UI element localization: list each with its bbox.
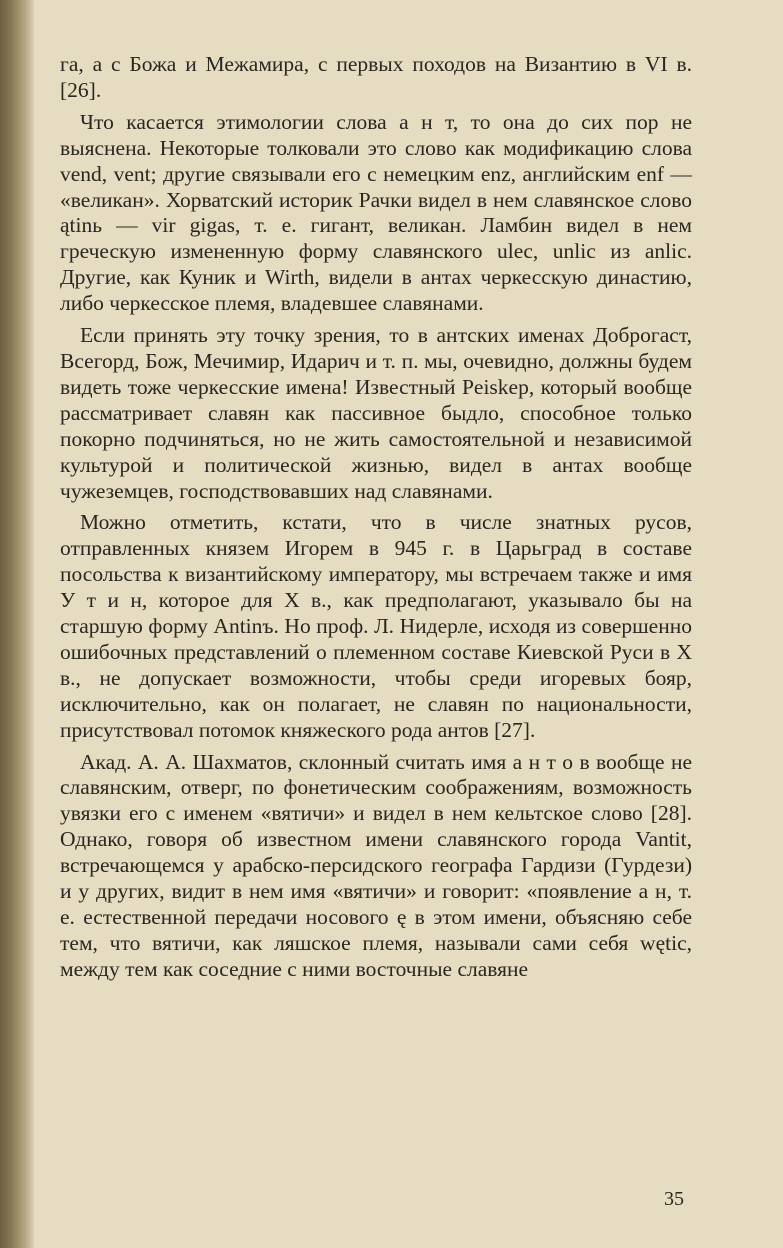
paragraph-5: Акад. А. А. Шахматов, склонный считать имя а н т о в вообще не славянским, отверг, по фонетическим соображениям, возможность увязки его с именем «вятичи» и видел в нем кельтское слово [28]. Однако, говоря об известном имени славянского города Vantit, встречающемся у арабско-персидского географа Гардизи (Гурдези) и у других, видит в нем имя «вятичи» и говорит: «появление а н, т. е. естественной передачи носового ę в этом имени, объясняю себе тем, что вятичи, как ляшское племя, называли сами себя wętic, между тем как соседние с ними восточные славяне [60,749,692,981]
paragraph-4: Можно отметить, кстати, что в числе знатных русов, отправленных князем Игорем в 945 г. в Царьград в составе посольства к византийскому императору, мы встречаем также и имя У т и н, которое для X в., как предполагают, указывало бы на старшую форму Antinъ. Но проф. Л. Нидерле, исходя из совершенно ошибочных представлений о племенном составе Киевской Руси в X в., не допускает возможности, чтобы среди игоревых бояр, исключительно, как он полагает, не славян по национальности, присутствовал потомок княжеского рода антов [27]. [60,510,692,742]
page-number: 35 [664,1188,684,1210]
book-spine-shadow [0,0,34,1248]
paragraph-3: Если принять эту точку зрения, то в антских именах Доброгаст, Всегорд, Бож, Мечимир, Идарич и т. п. мы, очевидно, должны будем видеть тоже черкесские имена! Известный Peiskep, который вообще рассматривает славян как пассивное быдло, способное только покорно подчиняться, но не жить самостоятельной и независимой культурой и политической жизнью, видел в антах вообще чужеземцев, господствовавших над славянами. [60,323,692,503]
document-page [60,52,692,983]
paragraph-1: га, а с Божа и Межамира, с первых походов на Византию в VI в. [26]. [60,52,692,102]
paragraph-2: Что касается этимологии слова а н т, то она до сих пор не выяснена. Некоторые толковали это слово как модификацию слова vend, vent; другие связывали его с немецким enz, английским enf — «великан». Хорватский историк Рачки видел в нем славянское слово ątinь — vir gigas, т. е. гигант, великан. Ламбин видел в нем греческую измененную форму славянского ulec, unlic из anlic. Другие, как Куник и Wirth, видели в антах черкесскую династию, либо черкесское племя, владевшее славянами. [60,109,692,316]
